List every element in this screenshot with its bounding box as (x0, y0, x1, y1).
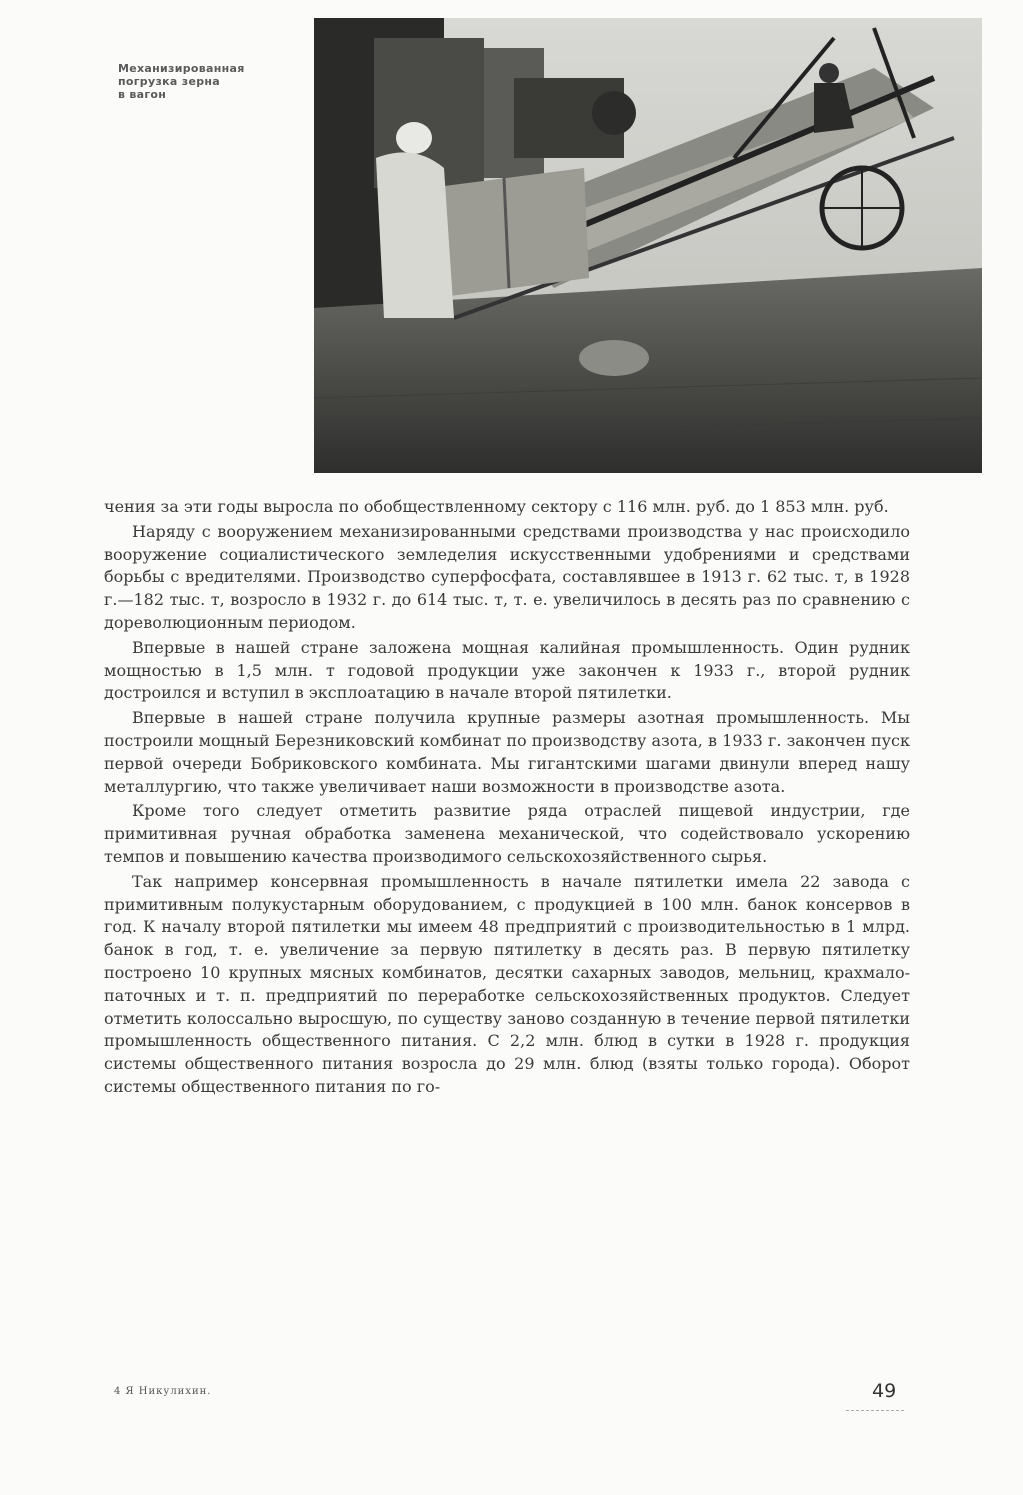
page-number-rule (846, 1410, 904, 1411)
caption-line-3: в вагон (118, 88, 167, 101)
paragraph-2: Наряду с вооружением механизированными средствами производства у нас происходило вооружение социалистического земледелия искусственными удобрениями и средствами борьбы с вредителями. Производство суперфосфата, составлявшее в 1913 г. 62 тыс. т, в 1928 г.—182 тыс. т, возросло в 1932 г. до 614 тыс. т, т. е. увеличилось в десять раз по сравнению с дореволюционным периодом. (104, 521, 910, 632)
article-body (104, 496, 910, 1099)
paragraph-1: чения за эти годы выросла по обобществленному сектору с 116 млн. руб. до 1 853 млн. руб. (104, 497, 889, 516)
paragraph-3: Впервые в нашей стране заложена мощная калийная промышленность. Один рудник мощностью в 1,5 млн. т годовой продукции уже закончен к 1933 г., второй рудник достроился и вступил в эксплоатацию в начале второй пятилетки. (104, 637, 910, 703)
grain-loading-photo (314, 18, 982, 473)
paragraph-6: Так например консервная промышленность в начале пятилетки имела 22 завода с примитивным полукустарным оборудованием, с продукцией в 100 млн. банок консервов в год. К началу второй пятилетки мы имеем 48 предприятий с производительностью в 1 млрд. банок в год, т. е. увеличение за первую пятилетку в десять раз. В первую пятилетку построено 10 крупных мясных комбинатов, десятки сахарных заводов, мельниц, крахмало-паточных и т. п. предприятий по переработке сельскохозяйственных продуктов. Следует отметить колоссально выросшую, по существу заново созданную в течение первой пятилетки промышленность общественного питания. С 2,2 млн. блюд в сутки в 1928 г. продукция системы общественного питания возросла до 29 млн. блюд (взяты только города). Оборот системы общественного питания по го- (104, 871, 910, 1096)
page-number: 49 (872, 1380, 897, 1402)
paragraph-4: Впервые в нашей стране получила крупные размеры азотная промышленность. Мы построили мощный Березниковский комбинат по производству азота, в 1933 г. закончен пуск первой очереди Бобриковского комбината. Мы гигантскими шагами двинули вперед нашу металлургию, что также увеличивает наши возможности в производстве азота. (104, 708, 910, 796)
paragraph-5: Кроме того следует отметить развитие ряда отраслей пищевой индустрии, где примитивная ручная обработка заменена механической, что содействовало ускорению темпов и повышению качества производимого сельскохозяйственного сырья. (104, 801, 910, 866)
caption-line-1: Механизированная (118, 62, 245, 75)
caption-line-2: погрузка зерна (118, 75, 221, 88)
signature-mark: 4 Я Никулихин. (114, 1386, 212, 1397)
photo-caption (118, 62, 288, 101)
